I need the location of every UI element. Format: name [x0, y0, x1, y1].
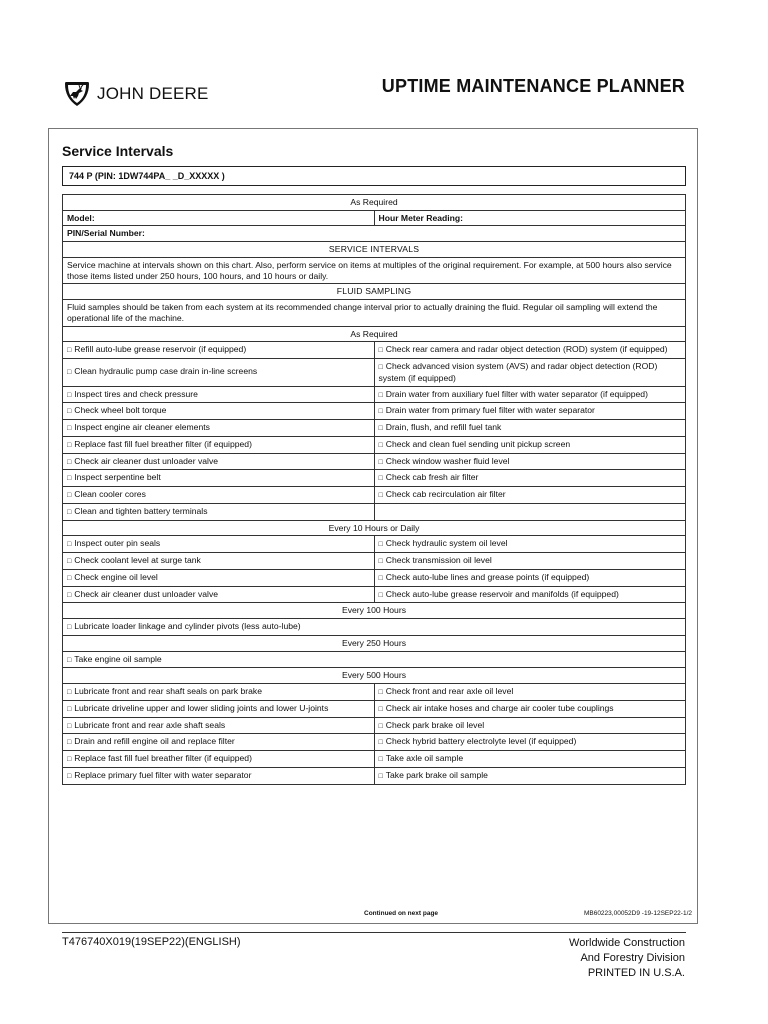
- checklist-item: Check front and rear axle oil level: [385, 686, 514, 697]
- table-row: [63, 619, 686, 636]
- checkbox-icon[interactable]: □: [67, 425, 72, 433]
- checkbox-icon[interactable]: □: [67, 541, 72, 549]
- checklist-item: Inspect engine air cleaner elements: [74, 422, 210, 433]
- table-row: [63, 226, 686, 242]
- checklist-item: Drain water from auxiliary fuel filter with water separator (if equipped): [385, 388, 648, 399]
- hour-meter-label: Hour Meter Reading:: [374, 210, 686, 226]
- checklist-cell: [63, 453, 375, 470]
- checkbox-icon[interactable]: □: [378, 408, 383, 416]
- info-heading: As Required: [63, 195, 686, 211]
- table-row: [63, 284, 686, 300]
- table-row: [63, 603, 686, 619]
- checklist-cell: [63, 717, 375, 734]
- interval-heading: As Required: [63, 326, 686, 342]
- checkbox-icon[interactable]: □: [67, 347, 72, 355]
- table-row: [63, 210, 686, 226]
- checklist-item: Inspect tires and check pressure: [74, 388, 198, 399]
- checklist-item: Lubricate front and rear axle shaft seals: [74, 719, 226, 730]
- checklist-cell: [374, 684, 686, 701]
- table-row: [63, 569, 686, 586]
- checklist-item: Check air cleaner dust unloader valve: [74, 455, 219, 466]
- checklist-item: Check auto-lube grease reservoir and manifolds (if equipped): [385, 588, 619, 599]
- checkbox-icon[interactable]: □: [378, 391, 383, 399]
- model-line: 744 P (PIN: 1DW744PA_ _D_XXXXX ): [62, 166, 686, 186]
- checkbox-icon[interactable]: □: [378, 591, 383, 599]
- checklist-cell: [63, 470, 375, 487]
- checkbox-icon[interactable]: □: [378, 722, 383, 730]
- checkbox-icon[interactable]: □: [67, 722, 72, 730]
- checkbox-icon[interactable]: □: [378, 739, 383, 747]
- checklist-cell: [374, 503, 686, 520]
- division-info: [569, 936, 685, 981]
- checklist-cell: [374, 569, 686, 586]
- checklist-item: Check hydraulic system oil level: [385, 538, 508, 549]
- checklist-cell: [63, 342, 375, 359]
- checkbox-icon[interactable]: □: [67, 441, 72, 449]
- checklist-cell: [374, 553, 686, 570]
- brand-name: JOHN DEERE: [97, 84, 209, 103]
- table-row: [63, 359, 686, 386]
- table-row: [63, 386, 686, 403]
- table-row: [63, 257, 686, 283]
- table-row: [63, 436, 686, 453]
- checklist-item: Check park brake oil level: [385, 719, 485, 730]
- checklist-cell: [63, 751, 375, 768]
- table-row: [63, 668, 686, 684]
- checklist-cell: [374, 767, 686, 784]
- checklist-item: Check and clean fuel sending unit pickup screen: [385, 438, 571, 449]
- checkbox-icon[interactable]: □: [378, 756, 383, 764]
- checklist-item: Replace fast fill fuel breather filter (if equipped): [74, 753, 252, 764]
- service-intervals-table: [62, 194, 686, 785]
- checklist-item: Check hybrid battery electrolyte level (if equipped): [385, 736, 577, 747]
- checklist-item: Lubricate loader linkage and cylinder pivots (less auto-lube): [74, 621, 301, 632]
- table-row: [63, 553, 686, 570]
- pin-label: PIN/Serial Number:: [63, 226, 686, 242]
- checklist-cell: [63, 684, 375, 701]
- checkbox-icon[interactable]: □: [67, 772, 72, 780]
- checklist-cell: [374, 734, 686, 751]
- checklist-cell: [63, 651, 686, 668]
- checklist-cell: [374, 342, 686, 359]
- checklist-cell: [63, 619, 686, 636]
- checklist-cell: [63, 553, 375, 570]
- deer-logo-icon: [63, 80, 91, 108]
- checkbox-icon[interactable]: □: [67, 391, 72, 399]
- checklist-cell: [374, 386, 686, 403]
- checklist-item: Check coolant level at surge tank: [74, 555, 201, 566]
- checklist-cell: [374, 453, 686, 470]
- checkbox-icon[interactable]: □: [378, 364, 383, 372]
- checklist-cell: [63, 734, 375, 751]
- checkbox-icon[interactable]: □: [67, 756, 72, 764]
- division-line: PRINTED IN U.S.A.: [587, 966, 685, 979]
- checklist-item: Take engine oil sample: [74, 653, 162, 664]
- reference-code: MB60223,00052D9 -19-12SEP22-1/2: [583, 910, 692, 917]
- checklist-cell: [63, 586, 375, 603]
- table-row: [63, 453, 686, 470]
- checkbox-icon[interactable]: □: [378, 492, 383, 500]
- checklist-cell: [374, 436, 686, 453]
- checklist-item: Take axle oil sample: [385, 753, 464, 764]
- checklist-cell: [63, 420, 375, 437]
- checkbox-icon[interactable]: □: [67, 408, 72, 416]
- checklist-cell: [63, 386, 375, 403]
- interval-heading: Every 250 Hours: [63, 635, 686, 651]
- table-row: [63, 717, 686, 734]
- table-row: [63, 536, 686, 553]
- checkbox-icon[interactable]: □: [378, 541, 383, 549]
- table-row: [63, 242, 686, 258]
- checkbox-icon[interactable]: □: [67, 574, 72, 582]
- checklist-item: Lubricate driveline upper and lower sliding joints and lower U-joints: [74, 702, 329, 713]
- checklist-cell: [374, 717, 686, 734]
- checklist-cell: [374, 487, 686, 504]
- service-intervals-heading: SERVICE INTERVALS: [63, 242, 686, 258]
- document-number: T476740X019(19SEP22)(ENGLISH): [62, 936, 241, 948]
- checkbox-icon[interactable]: □: [67, 689, 72, 697]
- checklist-item: Lubricate front and rear shaft seals on park brake: [74, 686, 262, 697]
- checklist-item: Drain, flush, and refill fuel tank: [385, 422, 502, 433]
- table-row: [63, 734, 686, 751]
- checklist-cell: [63, 359, 375, 386]
- checkbox-icon[interactable]: □: [378, 772, 383, 780]
- checklist-cell: [63, 700, 375, 717]
- interval-heading: Every 10 Hours or Daily: [63, 520, 686, 536]
- checklist-item: Check wheel bolt torque: [74, 405, 167, 416]
- division-line: And Forestry Division: [580, 951, 685, 964]
- checkbox-icon[interactable]: □: [67, 492, 72, 500]
- checklist-item: Check cab recirculation air filter: [385, 489, 506, 500]
- checklist-item: Refill auto-lube grease reservoir (if equipped): [74, 344, 247, 355]
- table-row: [63, 700, 686, 717]
- service-intervals-text: Service machine at intervals shown on this chart. Also, perform service on items at multiples of the original requirement. For example, at 500 hours also service those items listed under 250 hours, 100 hours, and 10 hours or daily.: [63, 257, 686, 283]
- checklist-item: Clean hydraulic pump case drain in-line screens: [74, 366, 258, 377]
- checklist-item: Check air intake hoses and charge air cooler tube couplings: [385, 702, 614, 713]
- table-row: [63, 195, 686, 211]
- checkbox-icon[interactable]: □: [378, 705, 383, 713]
- checklist-item: Check air cleaner dust unloader valve: [74, 588, 219, 599]
- table-row: [63, 767, 686, 784]
- checkbox-icon[interactable]: □: [67, 458, 72, 466]
- checklist-cell: [63, 536, 375, 553]
- table-row: [63, 586, 686, 603]
- interval-heading: Every 500 Hours: [63, 668, 686, 684]
- fluid-sampling-heading: FLUID SAMPLING: [63, 284, 686, 300]
- checkbox-icon[interactable]: □: [67, 624, 72, 632]
- interval-heading: Every 100 Hours: [63, 603, 686, 619]
- checkbox-icon[interactable]: □: [67, 705, 72, 713]
- checklist-cell: [374, 536, 686, 553]
- checkbox-icon[interactable]: □: [67, 475, 72, 483]
- checklist-item: Drain and refill engine oil and replace filter: [74, 736, 235, 747]
- table-row: [63, 651, 686, 668]
- checkbox-icon[interactable]: □: [378, 425, 383, 433]
- table-row: [63, 403, 686, 420]
- table-row: [63, 751, 686, 768]
- checklist-cell: [63, 503, 375, 520]
- checklist-item: Take park brake oil sample: [385, 769, 488, 780]
- division-line: Worldwide Construction: [569, 937, 685, 949]
- checklist-item: Inspect outer pin seals: [74, 538, 161, 549]
- table-row: [63, 300, 686, 326]
- checkbox-icon[interactable]: □: [378, 574, 383, 582]
- john-deere-logo: [63, 80, 209, 108]
- table-row: [63, 520, 686, 536]
- checklist-item: Check rear camera and radar object detection (ROD) system (if equipped): [385, 344, 668, 355]
- checklist-item: Check cab fresh air filter: [385, 472, 479, 483]
- table-row: [63, 342, 686, 359]
- checklist-item: Check engine oil level: [74, 571, 158, 582]
- checkbox-icon[interactable]: □: [378, 441, 383, 449]
- checklist-cell: [374, 751, 686, 768]
- table-row: [63, 487, 686, 504]
- checklist-item: Replace fast fill fuel breather filter (if equipped): [74, 438, 252, 449]
- checklist-item: Check advanced vision system (AVS) and radar object detection (ROD) system (if equipped): [378, 361, 658, 383]
- checklist-item: Drain water from primary fuel filter with water separator: [385, 405, 595, 416]
- checkbox-icon[interactable]: □: [67, 508, 72, 516]
- checkbox-icon[interactable]: □: [67, 591, 72, 599]
- table-row: [63, 326, 686, 342]
- checkbox-icon[interactable]: □: [67, 656, 72, 664]
- table-row: [63, 420, 686, 437]
- fluid-sampling-text: Fluid samples should be taken from each system at its recommended change interval prior to actually draining the fluid. Regular oil sampling will extend the operational life of the machine.: [63, 300, 686, 326]
- checklist-item: Check auto-lube lines and grease points (if equipped): [385, 571, 590, 582]
- table-row: [63, 470, 686, 487]
- checklist-cell: [374, 470, 686, 487]
- checklist-item: Clean cooler cores: [74, 489, 146, 500]
- checklist-cell: [374, 403, 686, 420]
- table-row: [63, 684, 686, 701]
- checkbox-icon[interactable]: □: [378, 558, 383, 566]
- checklist-cell: [374, 700, 686, 717]
- checklist-item: Check transmission oil level: [385, 555, 492, 566]
- section-title: Service Intervals: [62, 143, 174, 159]
- checklist-item: Check window washer fluid level: [385, 455, 510, 466]
- checkbox-icon[interactable]: □: [378, 475, 383, 483]
- checkbox-icon[interactable]: □: [378, 458, 383, 466]
- checklist-cell: [63, 436, 375, 453]
- document-title: UPTIME MAINTENANCE PLANNER: [381, 76, 685, 96]
- checkbox-icon[interactable]: □: [378, 689, 383, 697]
- checklist-cell: [374, 420, 686, 437]
- table-row: [63, 635, 686, 651]
- checklist-cell: [63, 487, 375, 504]
- checklist-item: Inspect serpentine belt: [74, 472, 161, 483]
- model-label: Model:: [63, 210, 375, 226]
- table-row: [63, 503, 686, 520]
- checkbox-icon[interactable]: □: [67, 558, 72, 566]
- checklist-cell: [374, 359, 686, 386]
- checklist-item: Replace primary fuel filter with water separator: [74, 769, 252, 780]
- checklist-cell: [374, 586, 686, 603]
- checklist-cell: [63, 403, 375, 420]
- checkbox-icon[interactable]: □: [67, 739, 72, 747]
- checkbox-icon[interactable]: □: [378, 347, 383, 355]
- continued-note: Continued on next page: [364, 910, 439, 917]
- footer-divider: [62, 932, 686, 933]
- checklist-cell: [63, 767, 375, 784]
- checklist-cell: [63, 569, 375, 586]
- checkbox-icon[interactable]: □: [67, 369, 72, 377]
- checklist-item: Clean and tighten battery terminals: [74, 505, 208, 516]
